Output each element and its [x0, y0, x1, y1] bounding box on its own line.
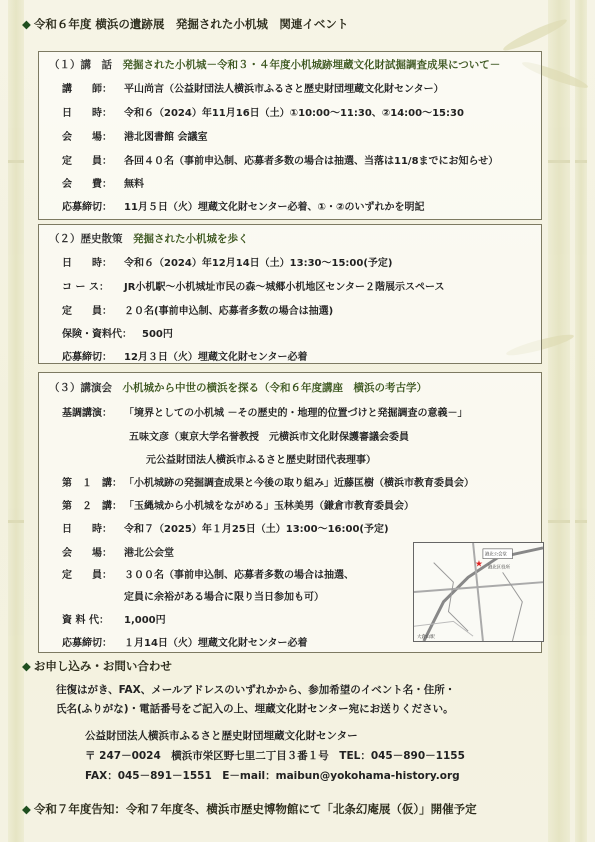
event2-row: 定 員： ２０名(事前申込制、応募者多数の場合は抽選)	[62, 306, 334, 317]
diamond-icon: ◆	[22, 659, 31, 673]
event1-row: 会 場： 港北図書館 会議室	[62, 132, 208, 143]
event2-row: 応募締切： 12月３日（火）埋蔵文化財センター必着	[62, 352, 308, 363]
event1-heading: （１）講 話 発掘された小机城－令和３・４年度小机城跡埋蔵文化財試掘調査成果について－	[49, 59, 501, 71]
event1-row: 会 費： 無料	[62, 179, 144, 190]
event1-row: 応募締切： 11月５日（火）埋蔵文化財センター必着、①・②のいずれかを明記	[62, 202, 425, 213]
event3-heading: （３）講演会 小机城から中世の横浜を探る（令和６年度講座 横浜の考古学）	[49, 382, 427, 394]
event3-keynote-speaker-affiliation: 元公益財団法人横浜市ふるさと歴史財団代表理事）	[146, 455, 376, 466]
event3-row: 定 員： ３００名（事前申込制、応募者多数の場合は抽選、	[62, 570, 354, 581]
map-label-ward-office: 港北区役所	[487, 565, 510, 571]
venue-map	[413, 542, 544, 642]
bamboo-decoration-right-thin	[575, 0, 587, 842]
event1-row: 講 師： 平山尚言（公益財団法人横浜市ふるさと歴史財団埋蔵文化財センター）	[62, 84, 444, 95]
map-label-station: 大倉山駅	[416, 635, 435, 641]
contact-address: 〒 247－0024 横浜市栄区野七里二丁目３番１号 TEL：045－890－1155	[85, 750, 465, 762]
event2-box	[38, 224, 542, 364]
event1-row: 日 時： 令和６（2024）年11月16日（土）①10:00～11:30、②14:00～15:30	[62, 108, 464, 119]
event3-keynote-speaker: 五味文彦（東京大学名誉教授 元横浜市文化財保護審議会委員	[129, 432, 409, 443]
event3-keynote: 基調講演： 「境界としての小机城 －その歴史的・地理的位置づけと発掘調査の意義－」	[62, 408, 468, 419]
event3-lecture1: 第 １ 講： 「小机城跡の発掘調査成果と今後の取り組み」近藤匡樹（横浜市教育委員会）	[62, 478, 474, 489]
event1-box	[38, 51, 542, 220]
inquiry-heading: ◆ お申し込み・お問い合わせ	[22, 659, 172, 673]
event2-row: コ ー ス： JR小机駅～小机城址市民の森～城郷小机地区センター２階展示スペース	[62, 282, 445, 293]
bamboo-decoration-left	[8, 0, 24, 842]
bamboo-decoration-right	[548, 0, 570, 842]
event3-lecture2: 第 ２ 講： 「玉縄城から小机城をながめる」玉林美男（鎌倉市教育委員会）	[62, 501, 414, 512]
event2-row: 保険・資料代： 500円	[62, 329, 173, 340]
event1-row: 定 員： 各回４０名（事前申込制、応募者多数の場合は抽選、当落は11/8までにお知らせ）	[62, 156, 499, 167]
inquiry-text: 氏名(ふりがな)・電話番号をご記入の上、埋蔵文化財センター宛にお送りください。	[56, 703, 454, 715]
event2-row: 日 時： 令和６（2024）年12月14日（土）13:30～15:00(予定)	[62, 258, 393, 269]
page-title: ◆ 令和６年度 横浜の遺跡展 発掘された小机城 関連イベント	[22, 17, 349, 31]
event2-heading: （２）歴史散策 発掘された小机城を歩く	[49, 233, 249, 245]
map-label-venue: 港北公会堂	[484, 552, 507, 558]
map-drawing	[414, 543, 543, 641]
notice: ◆ 令和７年度告知：令和７年度冬、横浜市歴史博物館にて「北条幻庵展（仮）」開催予定	[22, 802, 477, 816]
event3-row: 応募締切： １月14日（火）埋蔵文化財センター必着	[62, 638, 308, 649]
contact-organization: 公益財団法人横浜市ふるさと歴史財団埋蔵文化財センター	[85, 730, 358, 742]
event3-row: 資 料 代： 1,000円	[62, 615, 166, 626]
diamond-icon: ◆	[22, 17, 31, 31]
map-pin-icon: ★	[475, 559, 483, 570]
diamond-icon: ◆	[22, 802, 31, 816]
inquiry-text: 往復はがき、FAX、メールアドレスのいずれかから、参加希望のイベント名・住所・	[56, 684, 456, 696]
event3-row: 会 場： 港北公会堂	[62, 548, 174, 559]
event3-row: 日 時： 令和７（2025）年１月25日（土）13:00～16:00(予定)	[62, 524, 389, 535]
contact-fax-email: FAX：045－891－1551 E－mail：maibun@yokohama-history.org	[85, 770, 460, 782]
event3-row: 定員に余裕がある場合に限り当日参加も可）	[124, 592, 324, 603]
